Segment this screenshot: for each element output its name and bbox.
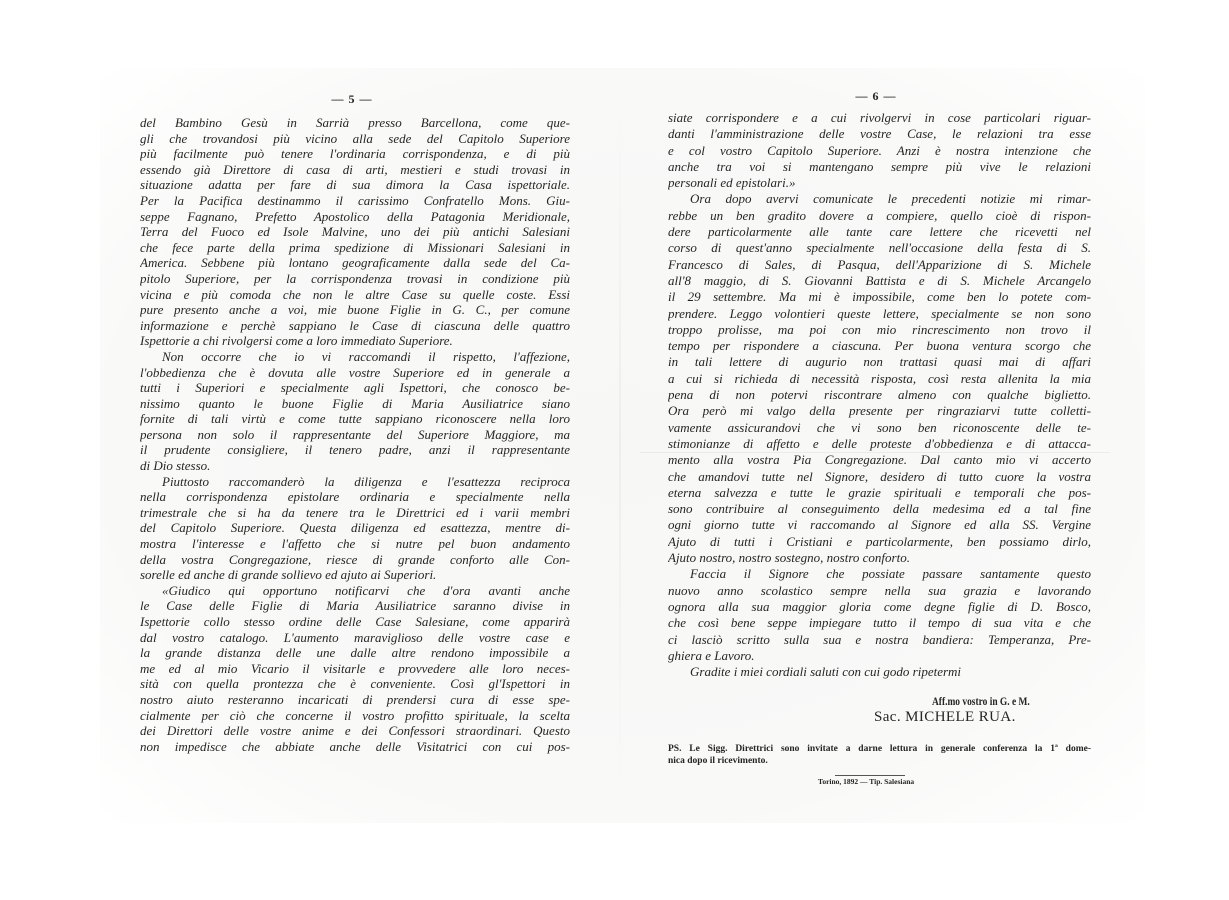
text-line: nuovo anno scolastico sempre nella sua grazia e lavorando (668, 582, 1091, 598)
text-line: vicina e più comoda che non le altre Case su quelle coste. Essi (140, 286, 570, 302)
text-line: eterna salvezza e tutte le grazie spirituali e temporali che pos- (668, 484, 1091, 500)
text-line: America. Sebbene più lontano geograficamente dalla sede del Ca- (140, 255, 570, 271)
text-line: «Giudico qui opportuno notificarvi che d'ora avanti anche (162, 582, 570, 598)
text-line: dere particolarmente alle tante care lettere che ricevetti nel (668, 224, 1091, 240)
text-line: stimonianze di affetto e delle proteste d'obbedienza e di attacca- (668, 435, 1091, 451)
text-line: la grande distanza delle une dalle altre rendono impossibile a (140, 645, 570, 661)
text-line: nissimo quanto le buone Figlie di Maria Ausiliatrice siano (140, 395, 570, 411)
text-line: mento alla vostra Pia Congregazione. Dal canto mio vi accerto (668, 452, 1091, 468)
text-line: del Capitolo Superiore. Questa diligenza ed esattezza, mentre di- (140, 520, 570, 536)
text-line: situazione adatta per fare di sua dimora la Casa ispettoriale. (140, 177, 570, 193)
left-page-body (140, 115, 570, 754)
text-line: il 29 settembre. Ma mi è impossibile, come ben lo potete com- (668, 289, 1091, 305)
signature-name: Sac. MICHELE RUA. (874, 709, 1016, 725)
text-line: più facilmente può tenere l'ordinaria corrispondenza, e di più (140, 146, 570, 162)
text-line: personali ed epistolari.» (668, 175, 796, 191)
text-line: ci lasciò scritto sulla sua e nostra bandiera: Temperanza, Pre- (668, 631, 1091, 647)
text-line: vamente assicurandovi che vi sono ben riconoscente delle te- (668, 419, 1091, 435)
text-line: Gradite i miei cordiali saluti con cui godo ripetermi (690, 664, 962, 680)
text-line: tutti i Superiori e specialmente agli Ispettori, che conosco be- (140, 380, 570, 396)
text-line: anche tra voi si mantengano sempre più vive le relazioni (668, 158, 1091, 174)
text-line: il prudente consigliere, il tenero padre, anzi il rappresentante (140, 442, 570, 458)
text-line: Per la Pacifica destinammo il carissimo Confratello Mons. Giu- (140, 192, 570, 208)
text-line: Ora però mi valgo della presente per ringraziarvi tutte colletti- (668, 403, 1091, 419)
text-line: Ajuto di tutti i Cristiani e particolarmente, ben possiamo dirlo, (668, 533, 1091, 549)
text-line: l'obbedienza che è dovuta alle vostre Superiore ed in generale a (140, 364, 570, 380)
text-line: Ispettorie collo stesso ordine delle Case Salesiane, come apparirà (140, 614, 570, 629)
text-line: troppo prolisse, ma poi con mio rincrescimento non trovo il (668, 321, 1091, 337)
text-line: seppe Fagnano, Prefetto Apostolico della Patagonia Meridionale, (140, 208, 570, 224)
text-line: non impedisce che abbiate anche delle Visitatrici con cui pos- (140, 738, 570, 754)
postscript-line: nica dopo il ricevimento. (668, 756, 768, 766)
text-line: me ed al mio Vicario il visitarle e provvedere alle loro neces- (140, 660, 570, 676)
text-line: le Case delle Figlie di Maria Ausiliatrice saranno divise in (140, 598, 570, 614)
text-line: gli che trovandosi più vicino alla sede del Capitolo Superiore (140, 130, 570, 146)
paragraph (668, 664, 1091, 680)
text-line: nostro aiuto resteranno incaricati di prendersi cura di esse spe- (140, 691, 570, 707)
text-line: che così bene seppe impiegare tutto il tempo di sua vita e che (668, 615, 1091, 631)
text-line: dei Direttori delle vostre anime e dei Confessori straordinari. Questo (140, 723, 570, 739)
text-line: ogni giorno tutte vi raccomando al Signore ed alla SS. Vergine (668, 517, 1091, 533)
text-line: della vostra Congregazione, riesce di grande conforto alle Con- (140, 551, 570, 567)
text-line: ghiera e Lavoro. (668, 647, 755, 663)
text-line: Francesco di Sales, di Pasqua, dell'Apparizione di S. Michele (668, 256, 1091, 272)
text-line: Faccia il Signore che possiate passare santamente questo (690, 566, 1091, 582)
text-line: trimestrale che si ha da tenere tra le Direttrici ed i varii membri (140, 504, 570, 520)
text-line: prendere. Leggo volontieri queste lettere, specialmente se non sono (668, 305, 1091, 321)
right-page-body (668, 110, 1091, 680)
page-number-right: — 6 — (855, 89, 897, 103)
text-line: cialmente per ciò che concerne il vostro profitto spirituale, la scelta (140, 707, 570, 723)
text-line: che fece parte della prima spedizione di Missionari Salesiani in (140, 239, 570, 255)
page-gutter (619, 80, 621, 810)
postscript-line: PS. Le Sigg. Direttrici sono invitate a darne lettura in generale conferenza la 1ª dome- (668, 744, 1091, 754)
text-line: sono contribuire al conseguimento della medesima ed a tal fine (668, 501, 1091, 517)
text-line: in tali lettere di augurio non trattasi quasi mai di affari (668, 354, 1091, 370)
text-line: tempo per rispondere a ciascuna. Per buona ventura scorgo che (668, 338, 1091, 354)
text-line: nella corrispondenza epistolare ordinaria e specialmente nella (140, 489, 570, 505)
paragraph (668, 110, 1091, 191)
text-line: informazione e perchè sappiano le Case di ciascuna delle quattro (140, 317, 570, 333)
text-line: di Dio stesso. (140, 458, 211, 474)
text-line: sorelle ed anche di grande sollievo ed ajuto ai Superiori. (140, 567, 437, 583)
paragraph (140, 474, 570, 583)
page-number-left: — 5 — (331, 92, 373, 106)
text-line: mostra l'interesse e l'affetto che si nutre pel buon andamento (140, 536, 570, 552)
text-line: essendo già Direttore di casa di arti, mestieri e studi trovasi in (140, 161, 570, 177)
text-line: danti l'amministrazione delle vostre Case, le relazioni tra esse (668, 126, 1091, 142)
text-line: pitolo Superiore, per la corrispondenza trovasi in condizione più (140, 270, 570, 286)
text-line: sità con quella prontezza che è conveniente. Così gl'Ispettori in (140, 676, 570, 692)
printer-imprint: Torino, 1892 — Tip. Salesiana (818, 777, 915, 786)
text-line: all'8 maggio, di S. Giovanni Battista e di S. Michele Arcangelo (668, 272, 1091, 288)
text-line: ognora alla sua maggior gloria come degne figlie di D. Bosco, (668, 598, 1091, 614)
text-line: e col vostro Capitolo Superiore. Anzi è nostra intenzione che (668, 142, 1091, 158)
text-line: che amandovi tutte nel Signore, desidero di tutto cuore la vostra (668, 468, 1091, 484)
text-line: pure presento anche a voi, mie buone Figlie in G. C., per comune (140, 302, 570, 318)
paragraph (140, 583, 570, 755)
imprint-rule (835, 775, 905, 776)
paragraph (668, 566, 1091, 664)
paragraph (668, 191, 1091, 566)
text-line: rebbe un ben gradito dovere a compiere, quello cioè di rispon- (668, 207, 1091, 223)
text-line: pena di non potervi riscontrare almeno con qualche biglietto. (668, 387, 1091, 403)
text-line: dal vostro catalogo. L'aumento maraviglioso delle vostre case e (140, 629, 570, 645)
text-line: a cui si richieda di necessità risposta, così resta allenita la mia (668, 370, 1091, 386)
text-line: siate corrispondere e a cui rivolgervi in cose particolari riguar- (668, 110, 1091, 125)
paragraph (140, 115, 570, 349)
text-line: Piuttosto raccomanderò la diligenza e l'esattezza reciproca (162, 473, 570, 489)
text-line: Non occorre che io vi raccomandi il rispetto, l'affezione, (162, 348, 570, 364)
postscript (668, 743, 1091, 767)
text-line: persona non solo il rappresentante del Superiore Maggiore, ma (140, 426, 570, 442)
signature-closing: Aff.mo vostro in G. e M. (932, 696, 1030, 708)
text-line: Ora dopo avervi comunicate le precedenti notizie mi rimar- (690, 191, 1091, 207)
text-line: del Bambino Gesù in Sarrià presso Barcellona, come que- (140, 115, 570, 130)
text-line: Terra del Fuoco ed Isole Malvine, uno dei più antichi Salesiani (140, 224, 570, 240)
text-line: fornite di tali virtù e come tutte sappiano riconoscere nella loro (140, 411, 570, 427)
text-line: Ajuto nostro, nostro sostegno, nostro conforto. (668, 550, 910, 566)
text-line: corso di quest'anno specialmente nell'occasione della festa di S. (668, 240, 1091, 256)
text-line: Ispettorie a chi rivolgersi come a loro immediato Superiore. (140, 333, 453, 349)
paragraph (140, 349, 570, 474)
